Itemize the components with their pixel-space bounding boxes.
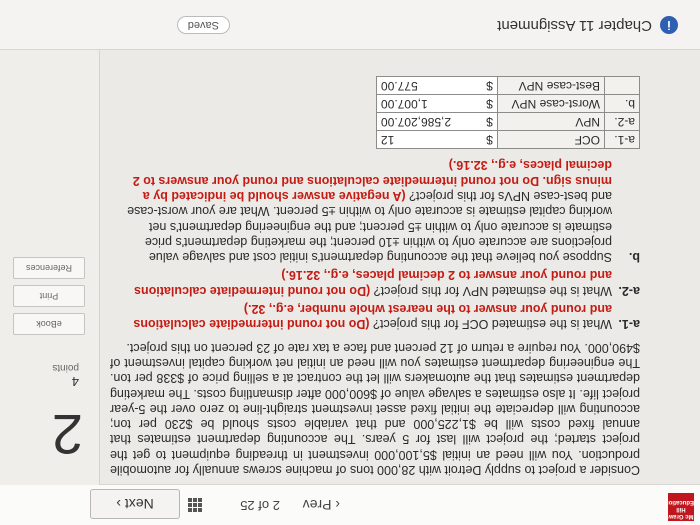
answer-input[interactable]: 2,586,207.00: [377, 113, 476, 131]
saved-status: Saved: [177, 16, 230, 34]
table-row: Best-case NPV $ 577.00: [377, 77, 640, 95]
question-number: 2: [51, 403, 83, 466]
next-label: Next: [124, 496, 154, 512]
page-indicator: [240, 494, 280, 516]
table-row: b. Worst-case NPV $ 1,007.00: [377, 95, 640, 113]
answer-table: [376, 76, 640, 149]
points-label: points: [52, 362, 79, 373]
prev-button[interactable]: [303, 494, 340, 516]
next-button[interactable]: [90, 489, 180, 519]
question-part: b. Suppose you believe that the accounting department's initial cost and salvage value projections are accurate only to within ±10 percent; the marketing department's price estimate is accurate only to within ±5 percent; and the engineering department's net working capital estimate is accurate only to within ±5 percent. What are your worst-case and best-case NPVs for this project? (A negative answer should be indicated by a minus sign. Do not round intermediate calculations and round your answers to 2 decimal places, e.g., 32.16.): [127, 158, 640, 265]
grid-icon[interactable]: [188, 498, 202, 512]
points-value: 4: [71, 374, 79, 389]
top-nav-bar: [0, 484, 700, 525]
page-current: 2: [272, 498, 280, 513]
answer-input[interactable]: 577.00: [377, 77, 476, 95]
chevron-left-icon: ‹: [335, 497, 340, 513]
print-button[interactable]: Print: [13, 285, 85, 307]
prev-label: Prev: [302, 497, 332, 513]
question-sidebar: [0, 50, 100, 485]
table-row: a-2. NPV $ 2,586,207.00: [377, 113, 640, 131]
page-total: 25: [240, 498, 255, 513]
mcgraw-hill-logo: Mc Graw Hill Education: [668, 493, 694, 521]
page-sep: of: [258, 498, 270, 513]
answer-input[interactable]: 12: [377, 131, 476, 149]
info-icon[interactable]: i: [660, 16, 678, 34]
question-content: [110, 76, 640, 477]
question-part: a-1. What is the estimated OCF for this project? (Do not round intermediate calculations and round your answer to the nearest whole number, e.g., 32.): [133, 302, 640, 332]
ebook-button[interactable]: eBook: [13, 313, 85, 335]
chevron-right-icon: ›: [116, 496, 121, 512]
assignment-bar: [0, 0, 700, 50]
references-button[interactable]: References: [13, 257, 85, 279]
problem-text: Consider a project to supply Detroit with 28,000 tons of machine screws annually for automobile production. You will need an initial $5,100,000 investment in threading equipment to get the project started; the project will last for 5 years. The accounting department estimates that annual fixed costs will be $1,225,000 and that variable costs should be $230 per ton; accounting will depreciate the initial fixed asset investment straight-line to zero over the 5-year project life. It also estimates a salvage value of $600,000 after dismantling costs. The marketing department estimates that the automakers will let the contract at a selling price of $338 per ton. The engineering department estimates you will need an initial net working capital investment of $490,000. You require a return of 12 percent and face a tax rate of 23 percent on this project.: [110, 340, 640, 477]
table-row: a-1. OCF $ 12: [377, 131, 640, 149]
assignment-title: Chapter 11 Assignment: [497, 17, 652, 34]
answer-input[interactable]: 1,007.00: [377, 95, 476, 113]
question-part: a-2. What is the estimated NPV for this project? (Do not round intermediate calculations and round your answer to 2 decimal places, e.g., 32.16.): [134, 268, 640, 298]
